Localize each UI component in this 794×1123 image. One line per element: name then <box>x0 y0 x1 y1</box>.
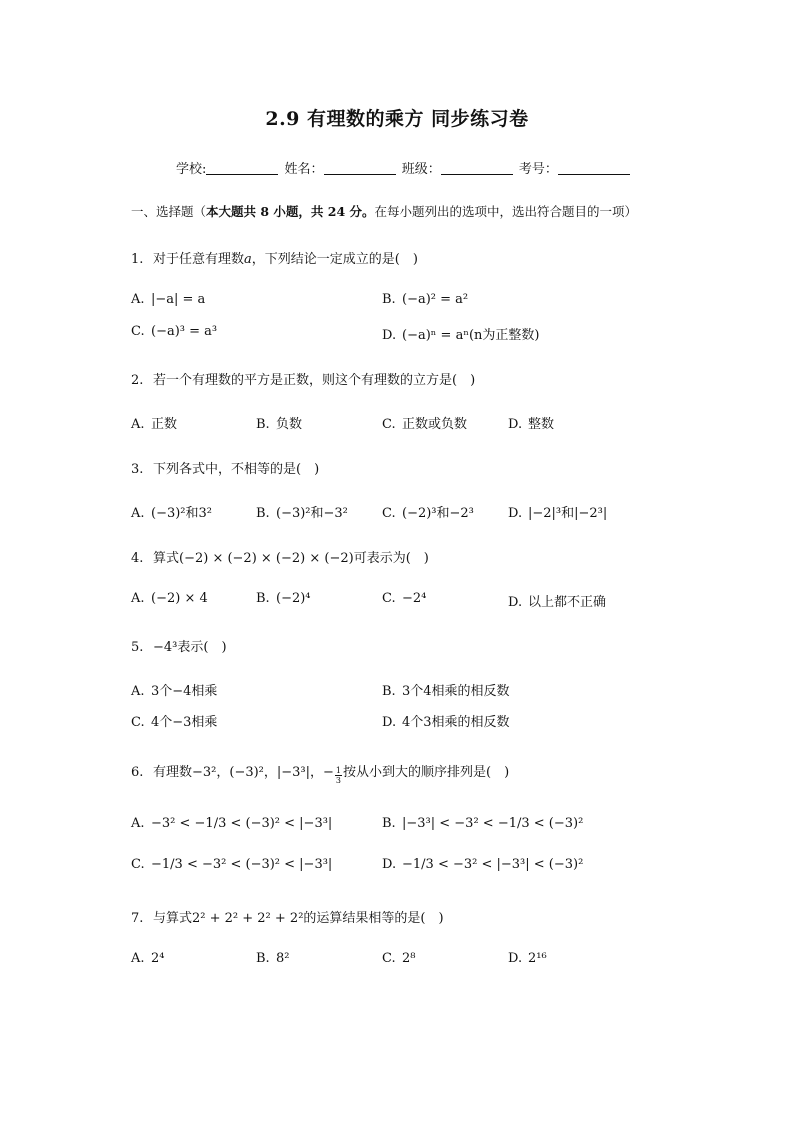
q6-option-a[interactable]: A. −3² < −1/3 < (−3)² < |−3³| <box>131 816 333 831</box>
q3-option-a[interactable]: A. (−3)²和3² <box>131 506 213 521</box>
question-1: 1. 对于任意有理数a，下列结论一定成立的是( ) <box>131 252 418 267</box>
q4-option-b[interactable]: B. (−2)⁴ <box>256 591 311 606</box>
q2-option-d[interactable]: D. 整数 <box>508 417 555 432</box>
question-5: 5. −4³表示( ) <box>131 640 227 655</box>
question-6: 6. 有理数−3²，(−3)²，|−3³|，− $\frac{1}{3}$ 按从小到大的顺序排列是( ) <box>131 765 510 785</box>
q7-option-a[interactable]: A. 2⁴ <box>131 951 165 966</box>
question-7: 7. 与算式2² + 2² + 2² + 2²的运算结果相等的是( ) <box>131 911 444 926</box>
q3-option-b[interactable]: B. (−3)²和−3² <box>256 506 348 521</box>
q2-option-c[interactable]: C. 正数或负数 <box>382 417 468 432</box>
q1-option-b[interactable]: B. (−a)² = a² <box>382 292 469 307</box>
one-third-fraction: $\frac{1}{3}$ <box>335 766 342 785</box>
q4-option-d[interactable]: D. 以上都不正确 <box>508 595 607 610</box>
name-blank[interactable] <box>324 160 396 175</box>
name-label: 姓名： <box>284 162 324 177</box>
q1-option-c[interactable]: C. (−a)³ = a³ <box>131 324 218 339</box>
q1-option-a[interactable]: A. |−a| = a <box>131 292 206 307</box>
q5-option-a[interactable]: A. 3个−4相乘 <box>131 684 218 699</box>
page-title: 2.9 有理数的乘方 同步练习卷 <box>265 108 529 130</box>
class-label: 班级： <box>401 162 441 177</box>
class-blank[interactable] <box>441 160 513 175</box>
exam-number-blank[interactable] <box>558 160 630 175</box>
question-2: 2. 若一个有理数的平方是正数，则这个有理数的立方是( ) <box>131 373 476 388</box>
q6-option-c[interactable]: C. −1/3 < −3² < (−3)² < |−3³| <box>131 857 333 872</box>
question-4: 4. 算式(−2) × (−2) × (−2) × (−2)可表示为( ) <box>131 551 429 566</box>
q3-option-d[interactable]: D. |−2|³和|−2³| <box>508 506 608 521</box>
q5-option-d[interactable]: D. 4个3相乘的相反数 <box>382 715 510 730</box>
q6-option-d[interactable]: D. −1/3 < −3² < |−3³| < (−3)² <box>382 857 584 872</box>
student-info-line <box>176 158 632 177</box>
q5-option-b[interactable]: B. 3个4相乘的相反数 <box>382 684 510 699</box>
section-heading: 一、选择题（本大题共 8 小题，共 24 分。在每小题列出的选项中，选出符合题目的一项） <box>131 204 638 219</box>
q6-option-b[interactable]: B. |−3³| < −3² < −1/3 < (−3)² <box>382 816 584 831</box>
school-blank[interactable] <box>206 160 278 175</box>
school-label: 学校: <box>176 162 207 177</box>
q2-option-a[interactable]: A. 正数 <box>131 417 178 432</box>
q1-option-d[interactable]: D. (−a)ⁿ = aⁿ(n为正整数) <box>382 328 540 343</box>
question-3: 3. 下列各式中，不相等的是( ) <box>131 462 320 477</box>
exam-number-label: 考号： <box>518 162 558 177</box>
q4-option-c[interactable]: C. −2⁴ <box>382 591 427 606</box>
q7-option-d[interactable]: D. 2¹⁶ <box>508 951 547 966</box>
q4-option-a[interactable]: A. (−2) × 4 <box>131 591 208 606</box>
q7-option-c[interactable]: C. 2⁸ <box>382 951 416 966</box>
q5-option-c[interactable]: C. 4个−3相乘 <box>131 715 218 730</box>
q2-option-b[interactable]: B. 负数 <box>256 417 303 432</box>
q7-option-b[interactable]: B. 8² <box>256 951 290 966</box>
q3-option-c[interactable]: C. (−2)³和−2³ <box>382 506 474 521</box>
